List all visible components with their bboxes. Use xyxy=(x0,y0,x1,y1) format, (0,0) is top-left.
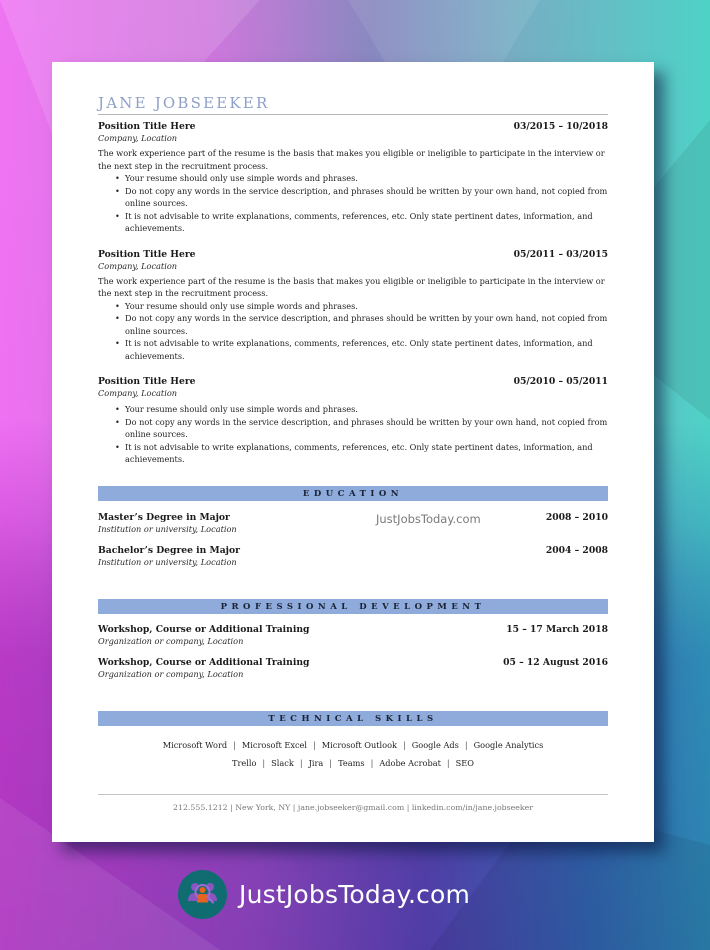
skills-line-1 xyxy=(98,736,608,754)
training-title: Workshop, Course or Additional Training xyxy=(98,657,310,668)
education-list xyxy=(98,512,608,578)
skill-separator: | xyxy=(262,758,266,768)
bullet-list xyxy=(98,403,608,466)
experience-entry xyxy=(98,376,608,466)
candidate-name: JANE JOBSEEKER xyxy=(98,94,608,115)
bullet-item: • Do not copy any words in the service description, and phrases should be written by your own hand, not copied from online sources. xyxy=(125,416,608,441)
bullet-list xyxy=(98,172,608,235)
contact-info: 212.555.1212 | New York, NY | jane.jobseeker@gmail.com | linkedin.com/in/jane.jobseeker xyxy=(173,803,533,812)
watermark-text: JustJobsToday.com xyxy=(376,512,481,526)
position-dates: 03/2015 – 10/2018 xyxy=(513,121,608,132)
education-entry xyxy=(98,545,608,568)
resume-page xyxy=(52,62,654,842)
position-title: Position Title Here xyxy=(98,376,196,387)
degree-dates: 2004 – 2008 xyxy=(545,545,608,556)
position-dates: 05/2011 – 03/2015 xyxy=(513,248,608,260)
company-location: Company, Location xyxy=(98,388,178,398)
bullet-item: • Your resume should only use simple words and phrases. xyxy=(125,300,608,313)
skill-separator: | xyxy=(403,740,406,750)
training-dates: 15 – 17 March 2018 xyxy=(506,624,608,635)
skill-item: Jira xyxy=(308,758,324,768)
bullet-item: • It is not advisable to write explanations, comments, references, etc. Only state pertinent dates, information, and achievements. xyxy=(125,441,608,466)
section-heading-education: EDUCATION xyxy=(98,486,608,501)
organization-location: Organization or company, Location xyxy=(98,669,244,679)
skill-separator: | xyxy=(233,740,236,750)
bullet-item: • Do not copy any words in the service description, and phrases should be written by your own hand, not copied from online sources. xyxy=(125,312,608,337)
skill-item: Microsoft Excel xyxy=(241,740,308,750)
training-entry xyxy=(98,624,608,647)
skill-item: Microsoft Word xyxy=(162,740,228,750)
skill-separator: | xyxy=(329,758,333,768)
skill-separator: | xyxy=(313,740,316,750)
institution-location: Institution or university, Location xyxy=(98,557,237,567)
brand-banner[interactable] xyxy=(178,869,470,919)
skill-separator: | xyxy=(464,740,468,750)
experience-entry xyxy=(98,121,608,235)
organization-location: Organization or company, Location xyxy=(98,636,244,646)
skill-item: Teams xyxy=(338,758,365,768)
bullet-item: • It is not advisable to write explanations, comments, references, etc. Only state pertinent dates, information, and achievements. xyxy=(125,210,608,235)
professional-development-list xyxy=(98,624,608,690)
bullet-item: • It is not advisable to write explanations, comments, references, etc. Only state pertinent dates, information, and achievements. xyxy=(125,337,608,362)
bullet-item: • Your resume should only use simple words and phrases. xyxy=(125,172,608,185)
skill-item: Google Ads xyxy=(411,740,459,750)
skill-separator: | xyxy=(446,758,450,768)
skill-item: Adobe Acrobat xyxy=(379,758,441,768)
training-entry xyxy=(98,657,608,680)
position-title: Position Title Here xyxy=(98,248,196,260)
bullet-list xyxy=(98,300,608,363)
brand-site-name: JustJobsToday.com xyxy=(239,879,471,909)
skill-separator: | xyxy=(299,758,303,768)
degree-dates: 2008 – 2010 xyxy=(545,512,608,523)
education-entry xyxy=(98,512,608,535)
footer-divider xyxy=(98,794,608,795)
training-title: Workshop, Course or Additional Training xyxy=(98,624,310,635)
company-location: Company, Location xyxy=(98,260,178,271)
skill-item: Microsoft Outlook xyxy=(321,740,397,750)
skill-item: SEO xyxy=(455,758,474,768)
experience-entry xyxy=(98,249,608,363)
bullet-item: • Do not copy any words in the service description, and phrases should be written by your own hand, not copied from online sources. xyxy=(125,185,608,210)
skills-line-2 xyxy=(98,754,608,772)
skill-item: Google Analytics xyxy=(473,740,544,750)
training-dates: 05 – 12 August 2016 xyxy=(503,657,608,668)
skills-list xyxy=(98,736,608,772)
resume-content xyxy=(98,94,608,812)
position-description: The work experience part of the resume is the basis that makes you eligible or ineligible to participate in the interview or the next step in the recruitment process. xyxy=(98,148,605,171)
bullet-item: • Your resume should only use simple words and phrases. xyxy=(125,403,608,416)
section-heading-professional-development: PROFESSIONAL DEVELOPMENT xyxy=(98,599,608,614)
position-dates: 05/2010 – 05/2011 xyxy=(513,376,608,387)
skill-separator: | xyxy=(370,758,374,768)
position-description: The work experience part of the resume is the basis that makes you eligible or ineligible to participate in the interview or the next step in the recruitment process. xyxy=(98,275,605,298)
company-location: Company, Location xyxy=(98,133,178,143)
degree-title: Bachelor’s Degree in Major xyxy=(98,545,240,556)
job-search-people-icon xyxy=(178,870,227,919)
section-heading-technical-skills: TECHNICAL SKILLS xyxy=(98,711,608,726)
position-title: Position Title Here xyxy=(98,121,196,132)
skill-item: Slack xyxy=(271,758,294,768)
institution-location: Institution or university, Location xyxy=(98,524,237,534)
skill-item: Trello xyxy=(232,758,257,768)
degree-title: Master’s Degree in Major xyxy=(98,512,230,523)
